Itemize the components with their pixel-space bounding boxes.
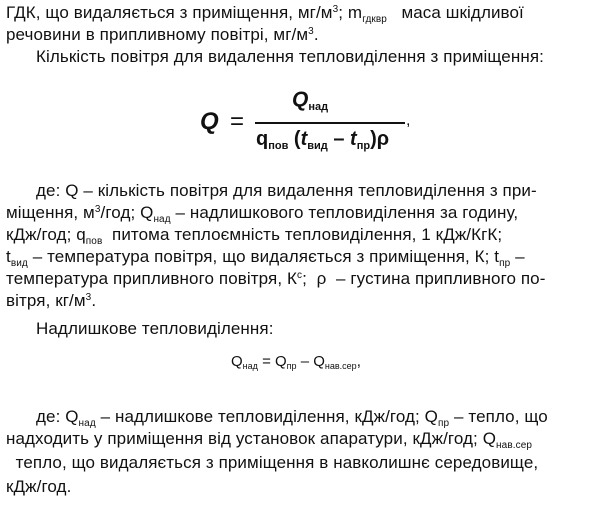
den-close: )ρ (370, 128, 390, 150)
den-t1: t (300, 128, 308, 150)
text-span: ; m (338, 3, 363, 22)
text-span: кДж/год. (6, 477, 72, 496)
text-span: де: Q (36, 407, 79, 426)
text-line-8 (6, 268, 546, 290)
subscript: пр (499, 258, 511, 269)
text-span: – (510, 247, 525, 266)
subscript: над (153, 214, 171, 225)
text-span: t (6, 247, 11, 266)
text-line-3 (36, 46, 544, 68)
subscript: над (78, 418, 96, 429)
text-span: ГДК, що видаляється з приміщення, мг/м (6, 3, 333, 22)
text-line-11 (36, 406, 548, 428)
formula-air-quantity (200, 88, 450, 158)
text-span: маса шкідливої (386, 3, 524, 22)
text-line-5 (6, 202, 518, 224)
text-line-7 (6, 246, 525, 268)
text-span: . (313, 25, 319, 44)
f2-q1: Q (231, 353, 243, 370)
den-open: ( (288, 128, 301, 150)
text-span: ; ρ – густина припливного по- (302, 269, 546, 288)
formula-numerator (292, 88, 328, 112)
text-span: – температура повітря, що видаляється з приміщення, К; t (27, 247, 500, 266)
den-q-subscript: пов (268, 140, 289, 152)
text-span: – тепло, що (449, 407, 548, 426)
superscript: 3 (94, 204, 101, 215)
f2-q1-subscript: над (242, 361, 258, 371)
text-span: питома теплоємність тепловиділення, 1 кДж/КгК; (102, 225, 503, 244)
f2-comma: , (356, 353, 361, 370)
numerator-symbol: Q (292, 88, 309, 111)
text-line-10 (36, 318, 274, 340)
formula-lhs: Q (200, 108, 219, 135)
formula-excess-heat (231, 353, 361, 370)
fraction-bar (255, 122, 405, 124)
text-span: – надлишкового тепловиділення за годину, (170, 203, 519, 222)
text-line-14 (6, 476, 71, 498)
subscript: пр (438, 418, 450, 429)
den-t2: t (350, 128, 357, 150)
superscript: с (296, 270, 303, 281)
text-line-9 (6, 290, 96, 312)
text-span: де: Q – кількість повітря для видалення тепловиділення з при- (36, 181, 537, 200)
text-span: тепло, що видаляється з приміщення в навколишнє середовище, (6, 453, 539, 472)
numerator-subscript: над (308, 101, 329, 113)
f2-q2-subscript: пр (286, 361, 297, 371)
formula-denominator (256, 128, 389, 151)
f2-minus: – Q (296, 353, 325, 370)
f2-eq: = Q (257, 353, 287, 370)
text-span: речовини в припливному повітрі, мг/м (6, 25, 309, 44)
f2-q3-subscript: нав.сер (324, 361, 357, 371)
superscript: 3 (308, 26, 314, 37)
formula-comma: , (406, 112, 411, 129)
superscript: 3 (85, 292, 92, 303)
text-line-13 (6, 452, 538, 474)
text-line-6 (6, 224, 502, 246)
text-line-2 (6, 24, 319, 46)
superscript: 3 (332, 4, 339, 15)
subscript: пов (85, 236, 103, 247)
den-t2-subscript: пр (356, 140, 371, 152)
den-t1-subscript: вид (307, 140, 328, 152)
text-line-4 (36, 180, 537, 202)
text-line-1 (6, 2, 524, 24)
text-line-12 (6, 428, 532, 450)
text-span: надходить у приміщення від установок апаратури, кДж/год; Q (6, 429, 497, 448)
subscript: вид (10, 258, 28, 269)
text-span: /год; Q (100, 203, 154, 222)
den-q: q (256, 128, 269, 150)
text-span: . (91, 291, 97, 310)
text-span: міщення, м (6, 203, 95, 222)
text-span: температура припливного повітря, К (6, 269, 297, 288)
den-minus: – (327, 128, 351, 150)
subscript: нав.сер (496, 440, 533, 451)
subscript: гдквр (362, 14, 387, 25)
text-span: Надлишкове тепловиділення: (36, 319, 274, 338)
text-span: вітря, кг/м (6, 291, 86, 310)
text-span: кДж/год; q (6, 225, 86, 244)
text-span: – надлишкове тепловиділення, кДж/год; Q (95, 407, 438, 426)
text-span: Кількість повітря для видалення тепловиділення з приміщення: (36, 47, 544, 66)
formula-equals: = (230, 108, 245, 135)
